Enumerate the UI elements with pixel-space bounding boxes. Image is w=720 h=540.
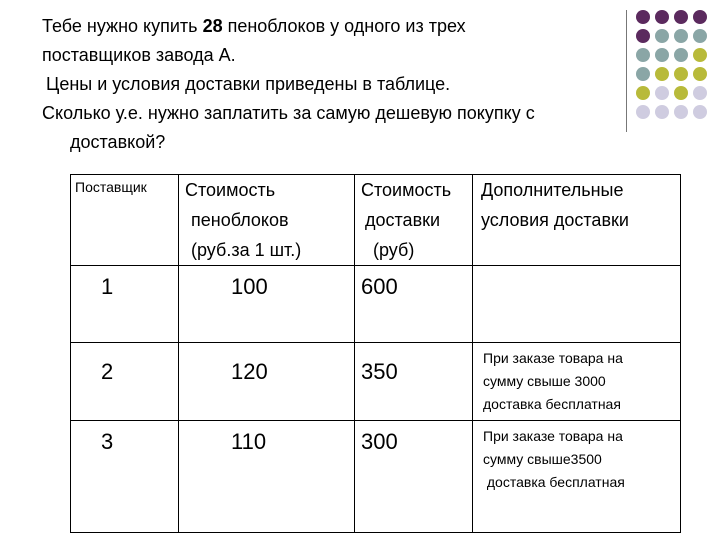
problem-line-5: доставкой? <box>70 132 166 152</box>
decor-dot <box>636 29 650 43</box>
row-2-price: 120 <box>179 343 355 421</box>
problem-text <box>42 12 612 157</box>
decor-dot <box>655 29 669 43</box>
row-2-delivery: 350 <box>355 343 473 421</box>
header-cost: Стоимость пеноблоков (руб.за 1 шт.) <box>179 175 355 266</box>
decor-dot <box>693 29 707 43</box>
decor-dot <box>636 86 650 100</box>
decor-dot <box>674 48 688 62</box>
problem-line-1: Тебе нужно купить 28 пеноблоков у одного из трех <box>42 16 466 36</box>
row-1-supplier: 1 <box>71 266 179 343</box>
row-3-delivery: 300 <box>355 421 473 533</box>
header-extra: Дополнительные условия доставки <box>473 175 681 266</box>
decor-dot <box>693 86 707 100</box>
decor-divider <box>626 10 627 132</box>
problem-line-4: Сколько у.е. нужно заплатить за самую дешевую покупку с <box>42 103 535 123</box>
header-delivery: Стоимость доставки (руб) <box>355 175 473 266</box>
row-2-condition: При заказе товара на сумму свыше 3000 доставка бесплатная <box>473 343 681 421</box>
decor-dot <box>655 67 669 81</box>
row-1-delivery: 600 <box>355 266 473 343</box>
decor-dot <box>693 105 707 119</box>
decor-dot-grid <box>636 10 707 119</box>
decor-dot <box>655 105 669 119</box>
decor-dot <box>674 29 688 43</box>
row-1-price: 100 <box>179 266 355 343</box>
price-table <box>70 174 681 533</box>
table-row <box>71 266 681 343</box>
header-supplier: Поставщик <box>71 175 179 266</box>
table-row <box>71 343 681 421</box>
decor-dot <box>674 67 688 81</box>
problem-line-2: поставщиков завода А. <box>42 45 236 65</box>
decor-dot <box>636 48 650 62</box>
table-header-row <box>71 175 681 266</box>
row-3-supplier: 3 <box>71 421 179 533</box>
row-3-condition: При заказе товара на сумму свыше3500 доставка бесплатная <box>473 421 681 533</box>
decor-dot <box>674 86 688 100</box>
decor-dot <box>655 10 669 24</box>
decor-dot <box>636 67 650 81</box>
decor-dot <box>636 105 650 119</box>
decor-dot <box>655 86 669 100</box>
decor-dot <box>693 10 707 24</box>
decor-dot <box>693 48 707 62</box>
decor-dot <box>693 67 707 81</box>
decor-dot <box>655 48 669 62</box>
decor-dot <box>674 105 688 119</box>
problem-line-3: Цены и условия доставки приведены в таблице. <box>46 74 451 94</box>
row-3-price: 110 <box>179 421 355 533</box>
decor-dot <box>674 10 688 24</box>
row-1-condition <box>473 266 681 343</box>
decor-dot <box>636 10 650 24</box>
quantity-value: 28 <box>202 16 223 36</box>
row-2-supplier: 2 <box>71 343 179 421</box>
table-row <box>71 421 681 533</box>
